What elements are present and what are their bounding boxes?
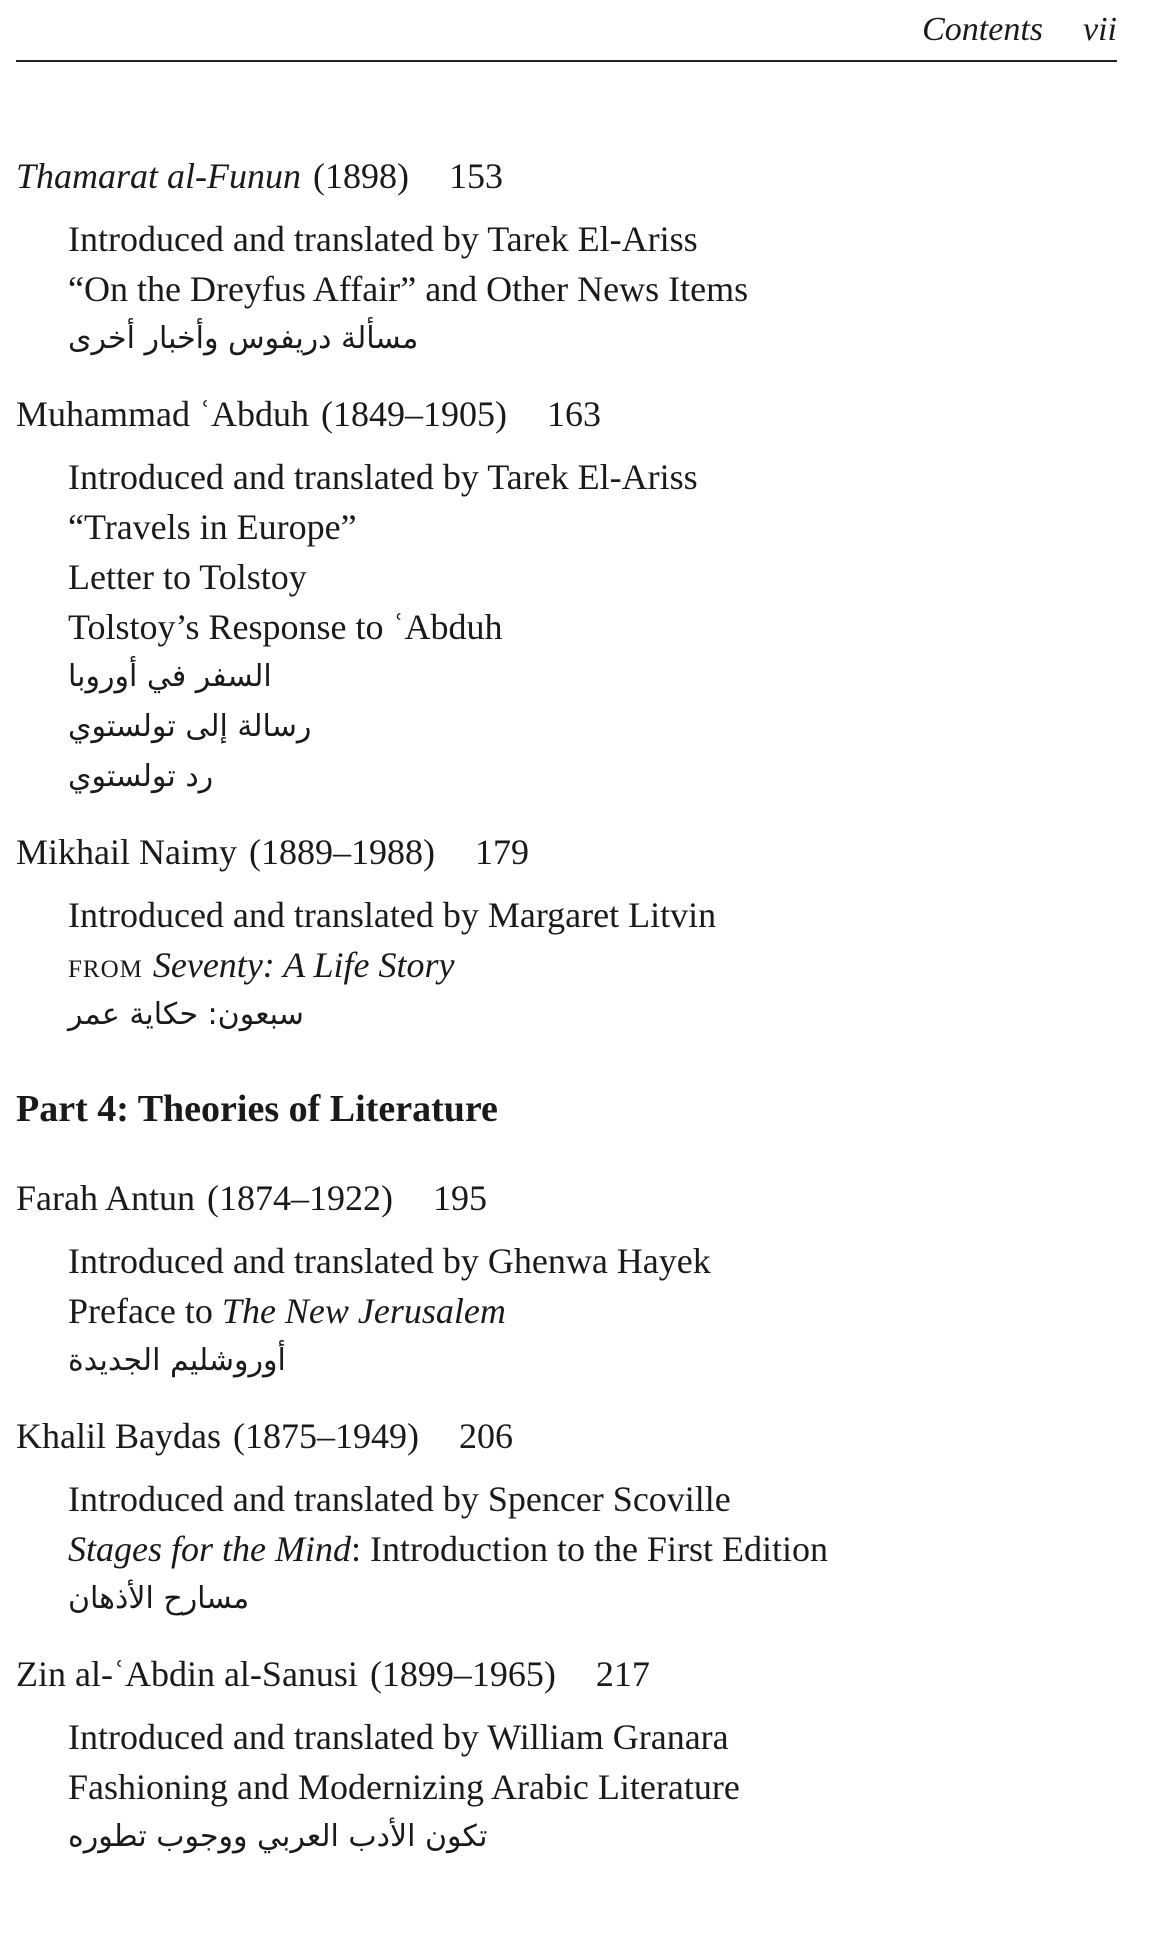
entry-arabic-title: تكون الأدب العربي ووجوب تطوره — [68, 1819, 488, 1854]
entry-translator: Introduced and translated by Tarek El-Ariss — [68, 219, 698, 259]
part-heading: Part 4: Theories of Literature — [16, 1088, 498, 1130]
contents-entry — [16, 390, 1117, 802]
entry-arabic-title: سبعون: حكاية عمر — [68, 997, 304, 1032]
entry-author: Mikhail Naimy — [16, 832, 237, 872]
entry-heading — [16, 1650, 1117, 1698]
entry-page-number: 179 — [474, 832, 529, 872]
entry-translator: Introduced and translated by Spencer Scoville — [68, 1479, 731, 1519]
entry-page-number: 195 — [432, 1178, 487, 1218]
header-rule — [16, 60, 1117, 62]
running-head — [922, 8, 1117, 52]
entry-author: Farah Antun — [16, 1178, 195, 1218]
entry-dates: (1899–1965) — [369, 1654, 556, 1694]
entry-title: “Travels in Europe” — [68, 507, 357, 547]
entry-page-number: 206 — [458, 1416, 513, 1456]
entry-title-italic: Seventy: A Life Story — [152, 945, 455, 985]
entry-details — [16, 1236, 1117, 1386]
running-head-page-number: vii — [1083, 11, 1117, 48]
entry-dates: (1875–1949) — [232, 1416, 419, 1456]
entry-arabic-title: رسالة إلى تولستوي — [68, 709, 312, 744]
entry-title — [68, 940, 1117, 990]
entry-details — [16, 1712, 1117, 1862]
entry-title: Fashioning and Modernizing Arabic Literature — [68, 1767, 740, 1807]
contents-entry — [16, 1412, 1117, 1624]
contents-entry — [16, 828, 1117, 1040]
entry-dates: (1889–1988) — [248, 832, 435, 872]
entry-details — [16, 1474, 1117, 1624]
entry-translator: Introduced and translated by Margaret Litvin — [68, 895, 717, 935]
entry-arabic-title: السفر في أوروبا — [68, 659, 272, 694]
entry-details — [16, 452, 1117, 802]
entry-author: Khalil Baydas — [16, 1416, 221, 1456]
entry-author: Muhammad ʿAbduh — [16, 394, 309, 434]
entry-author: Zin al-ʿAbdin al-Sanusi — [16, 1654, 358, 1694]
entry-heading — [16, 390, 1117, 438]
entry-page-number: 153 — [449, 156, 503, 196]
entry-author: Thamarat al-Funun — [16, 156, 302, 196]
entry-dates: (1898) — [313, 156, 409, 196]
running-head-section: Contents — [922, 11, 1044, 48]
entry-arabic-title: مسارح الأذهان — [68, 1581, 250, 1616]
contents-list — [16, 152, 1117, 1888]
entry-title: Stages for the Mind: Introduction to the First Edition — [68, 1529, 828, 1569]
contents-entry — [16, 152, 1117, 364]
entry-details — [16, 890, 1117, 1040]
entry-translator: Introduced and translated by William Granara — [68, 1717, 729, 1757]
contents-entry — [16, 1174, 1117, 1386]
entry-arabic-title: رد تولستوي — [68, 759, 214, 794]
entry-translator: Introduced and translated by Tarek El-Ariss — [68, 457, 698, 497]
entry-heading — [16, 828, 1117, 876]
entry-dates: (1874–1922) — [206, 1178, 393, 1218]
entry-arabic-title: أوروشليم الجديدة — [68, 1343, 286, 1378]
contents-entry — [16, 1650, 1117, 1862]
entry-heading — [16, 1412, 1117, 1460]
entry-title: Letter to Tolstoy — [68, 557, 307, 597]
entry-heading — [16, 1174, 1117, 1222]
entry-page-number: 217 — [595, 1654, 650, 1694]
entry-title: Preface to The New Jerusalem — [68, 1291, 506, 1331]
entry-details — [16, 214, 1117, 364]
entry-page-number: 163 — [546, 394, 601, 434]
entry-dates: (1849–1905) — [320, 394, 507, 434]
entry-arabic-title: مسألة دريفوس وأخبار أخرى — [68, 321, 419, 356]
entry-title: Tolstoy’s Response to ʿAbduh — [68, 607, 503, 647]
entry-heading — [16, 152, 1117, 200]
entry-translator: Introduced and translated by Ghenwa Hayek — [68, 1241, 711, 1281]
entry-title: “On the Dreyfus Affair” and Other News Items — [68, 269, 749, 309]
from-label: from — [68, 945, 143, 985]
